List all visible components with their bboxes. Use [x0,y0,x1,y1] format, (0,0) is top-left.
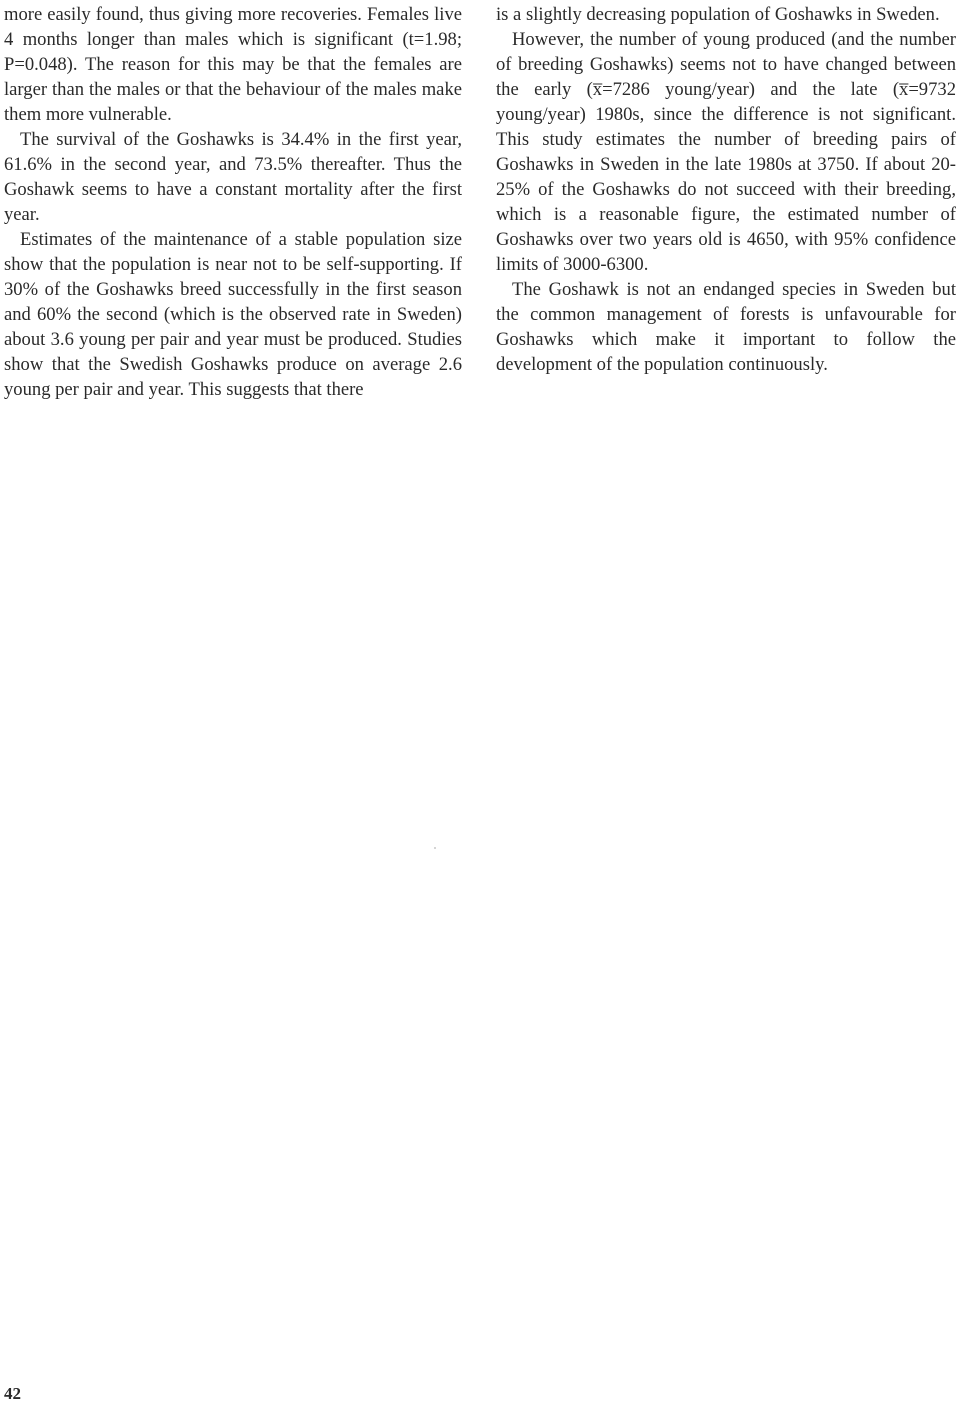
right-text-column [496,2,956,377]
left-text-column [4,2,462,402]
paragraph-breeding-pairs: However, the number of young produced (and the number of breeding Goshawks) seems not to have changed between the early (x̅=7286 young/year) and the late (x̅=9732 young/year) 1980s, since the difference is not significant. This study estimates the number of breeding pairs of Goshawks in Sweden in the late 1980s at 3750. If about 20-25% of the Goshawks do not succeed with their breeding, which is a reasonable figure, the estimated number of Goshawks over two years old is 4650, with 95% confidence limits of 3000-6300. [496,29,956,275]
paragraph-recoveries: more easily found, thus giving more recoveries. Females live 4 months longer than males which is significant (t=1.98; P=0.048). The reason for this may be that the females are larger than the males or that the behaviour of the males make them more vulnerable. [4,4,462,125]
paragraph-population-estimates: Estimates of the maintenance of a stable population size show that the population is near not to be self-supporting. If 30% of the Goshawks breed successfully in the first season and 60% the second (which is the observed rate in Sweden) about 3.6 young per pair and year must be produced. Studies show that the Swedish Goshawks produce on average 2.6 young per pair and year. This suggests that there [4,229,462,400]
paragraph-decreasing-population: is a slightly decreasing population of Goshawks in Sweden. [496,4,940,25]
scan-speck [434,847,436,849]
paragraph-survival: The survival of the Goshawks is 34.4% in the first year, 61.6% in the second year, and 73.5% thereafter. Thus the Goshawk seems to have a constant mortality after the first year. [4,129,462,225]
page-number: 42 [4,1384,21,1403]
paragraph-conservation: The Goshawk is not an endanged species in Sweden but the common management of forests is unfavourable for Goshawks which make it important to follow the development of the population continuously. [496,279,956,375]
